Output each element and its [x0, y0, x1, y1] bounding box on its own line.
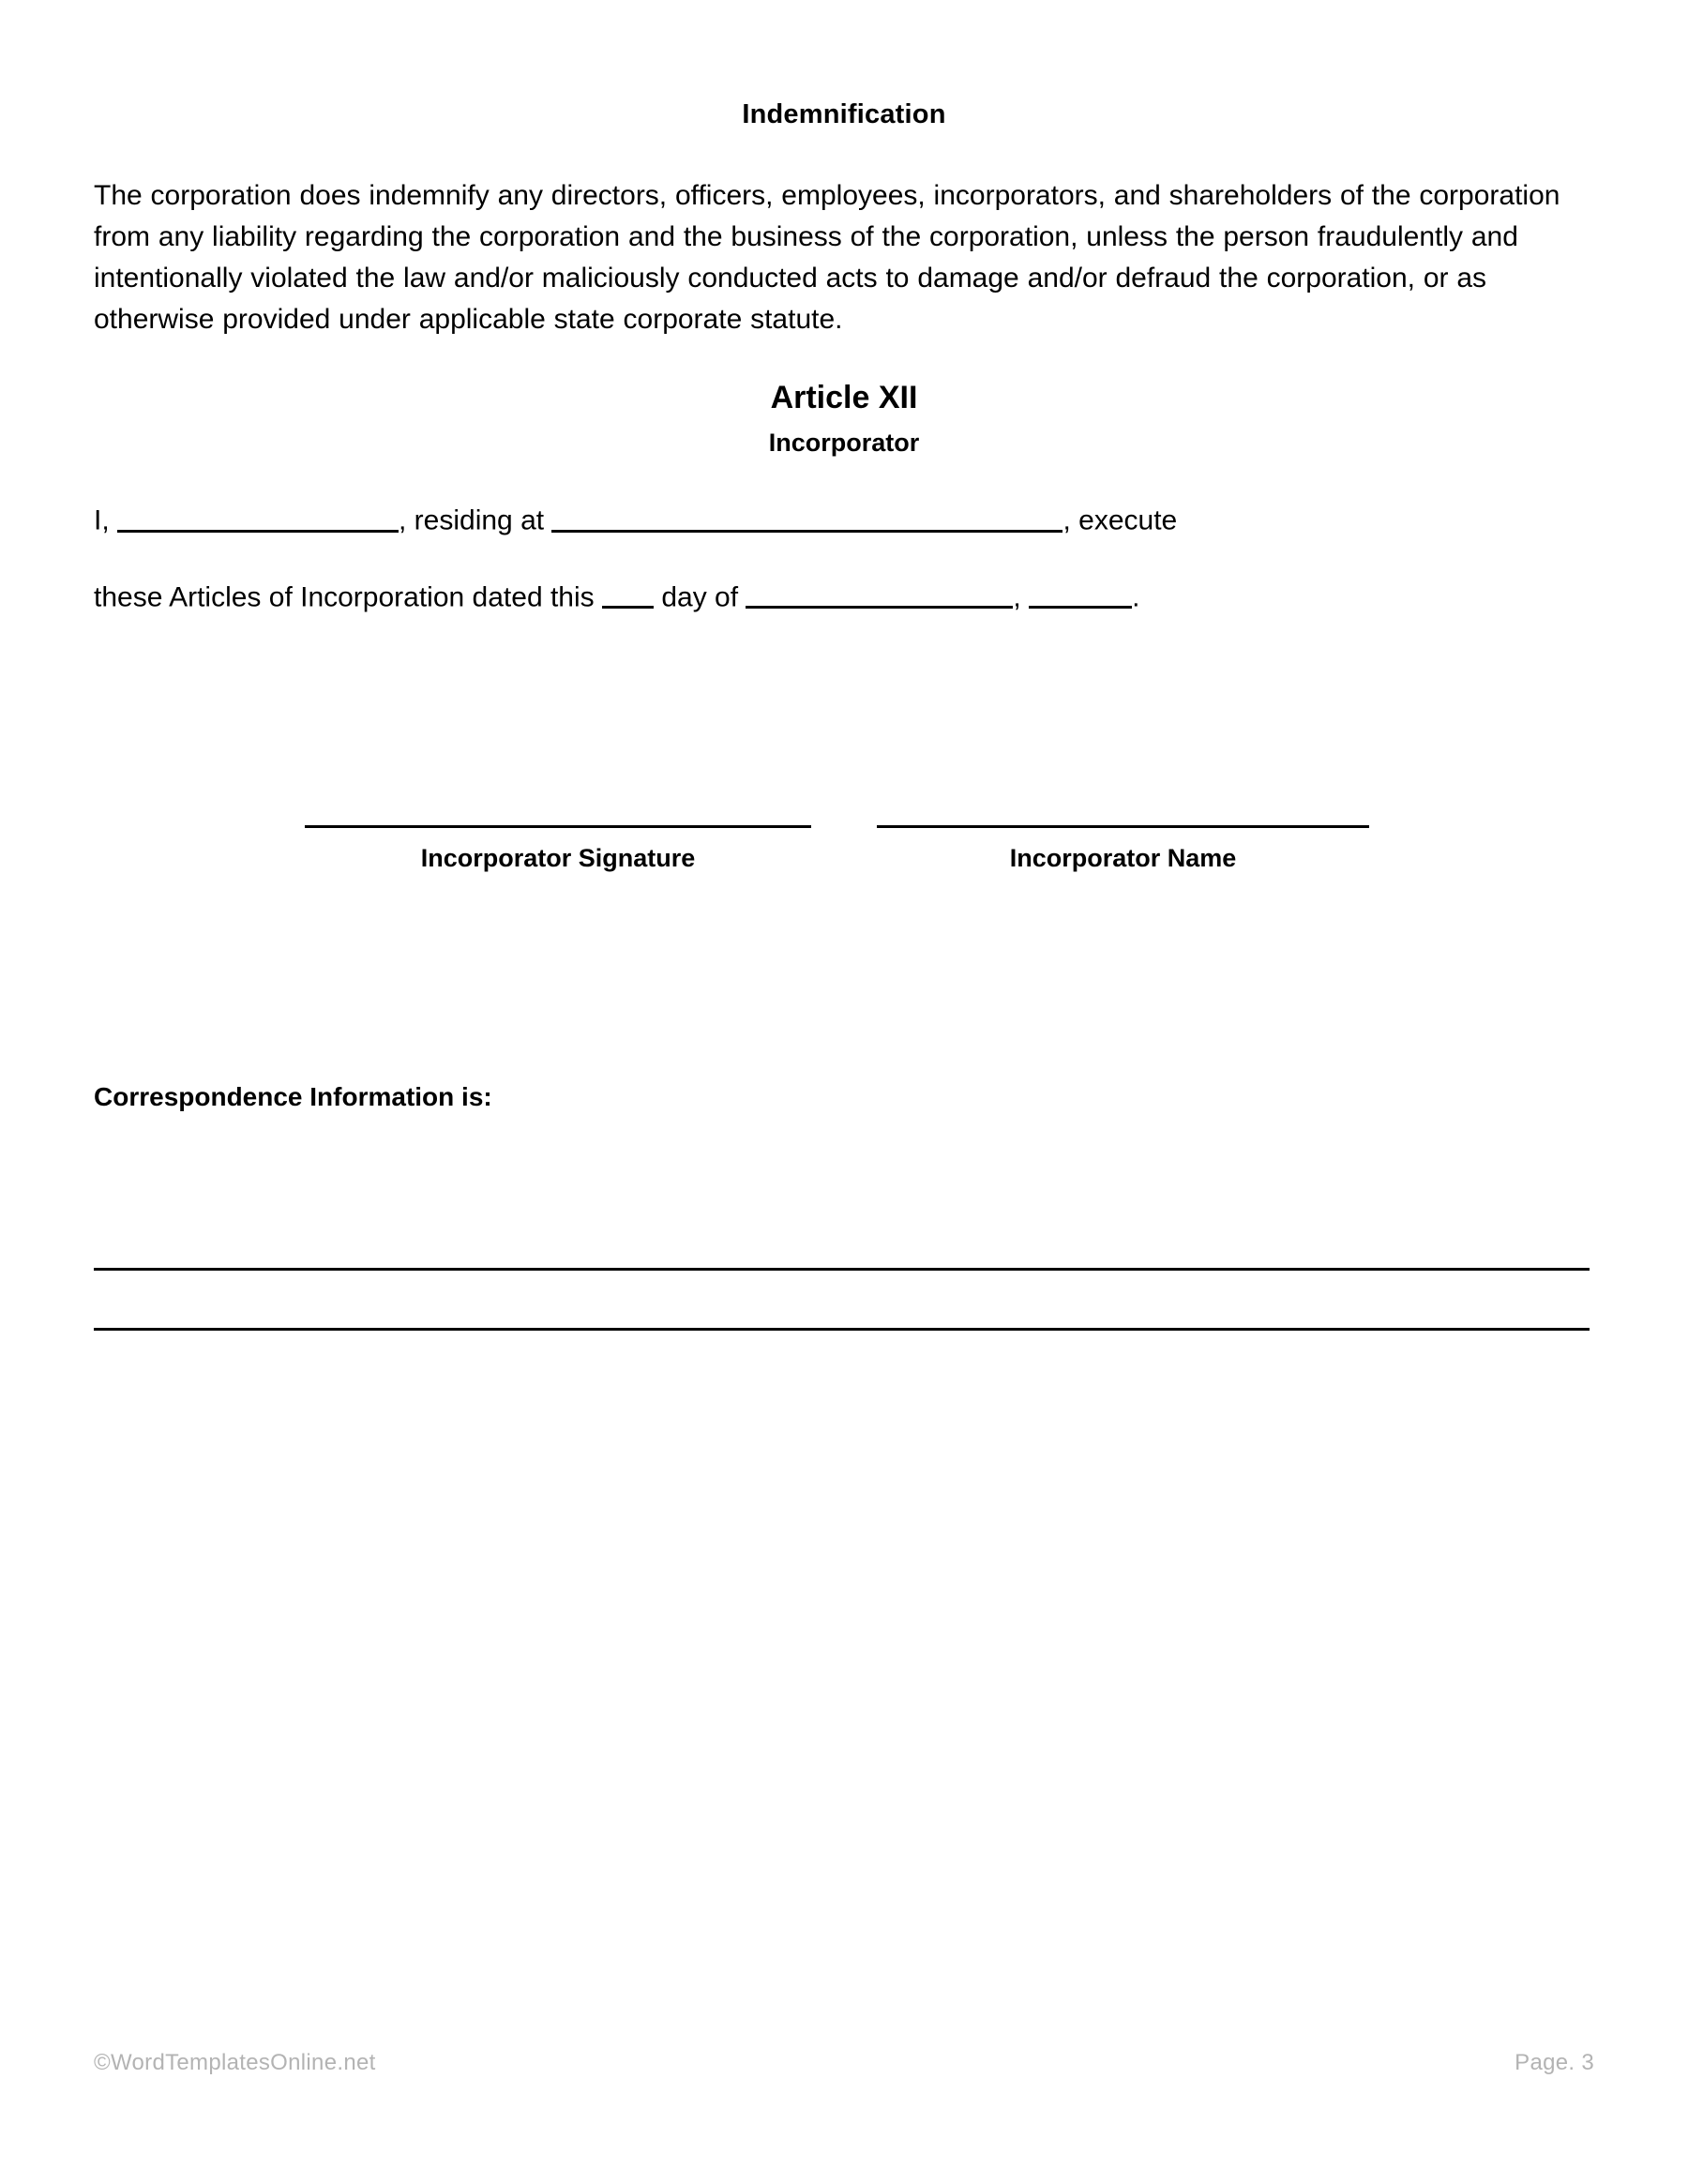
execution-dayof-label: day of: [661, 581, 739, 613]
execution-month-comma: ,: [1013, 581, 1021, 613]
incorporator-name-field[interactable]: [877, 825, 1369, 873]
month-blank[interactable]: [746, 577, 1013, 610]
execution-dated-label: these Articles of Incorporation dated this: [94, 581, 595, 613]
page-footer: [94, 2050, 1594, 2076]
footer-page-number: Page. 3: [1515, 2050, 1594, 2075]
incorporator-name-blank[interactable]: [117, 500, 399, 533]
page-title: Indemnification: [742, 99, 946, 129]
execution-line-two: [94, 542, 1594, 619]
incorporator-address-blank[interactable]: [551, 500, 1063, 533]
year-blank[interactable]: [1029, 577, 1132, 610]
execution-period: .: [1132, 581, 1140, 613]
correspondence-line-1[interactable]: [94, 1268, 1590, 1271]
article-heading: Article XII: [770, 380, 918, 416]
execution-residing-label: , residing at: [399, 505, 545, 536]
indemnification-paragraph: The corporation does indemnify any directors, officers, employees, incorporators, and shareholders of the corporation from any liability regarding the corporation and the business of the corporation, unless the person fraudulently and intentionally violated the law and/or maliciously conducted acts to damage and/or defraud the corporation, or as otherwise provided under applicable state corporate statute.: [94, 179, 1560, 336]
execution-line-one: [94, 458, 1594, 542]
correspondence-heading: Correspondence Information is:: [94, 1082, 492, 1111]
signature-block: [94, 825, 1594, 919]
day-blank[interactable]: [602, 577, 654, 610]
incorporator-name-label: Incorporator Name: [1009, 844, 1237, 872]
footer-copyright: ©WordTemplatesOnline.net: [94, 2050, 376, 2075]
execution-prefix-label: I,: [94, 505, 110, 536]
incorporator-signature-label: Incorporator Signature: [420, 844, 696, 872]
article-subheading: Incorporator: [768, 428, 920, 457]
execution-continuation-label: execute: [1078, 505, 1178, 536]
correspondence-line-2[interactable]: [94, 1328, 1590, 1331]
execution-comma: ,: [1063, 505, 1071, 536]
page-content: [94, 0, 1594, 1111]
incorporator-signature-field[interactable]: [305, 825, 811, 873]
